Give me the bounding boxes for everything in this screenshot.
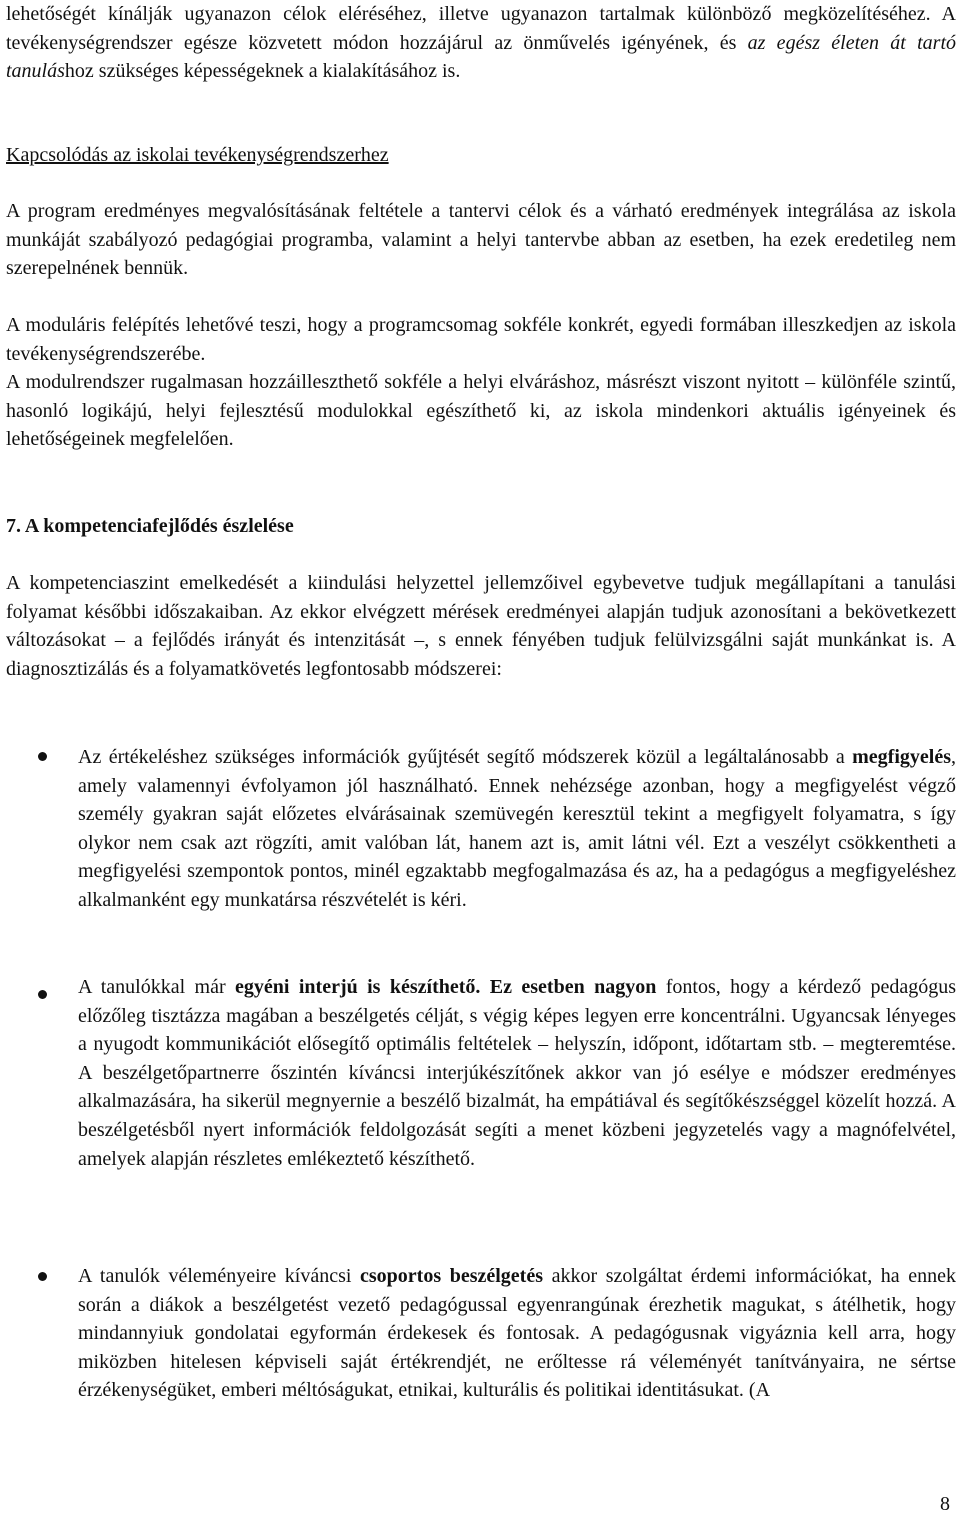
bullet-text: A tanulók véleményeire kíváncsi — [78, 1265, 361, 1287]
paragraph-modulrendszer: A modulrendszer rugalmasan hozzáilleszthető sokféle a helyi elváráshoz, másrészt viszont nyitott – különféle szintű, hasonló logikájú, helyi fejlesztésű modulokkal egészíthető ki, az iskola mindenkori aktuális igényeinek és lehetőségeinek megfelelően. — [6, 371, 956, 451]
bullet-dot — [38, 752, 47, 761]
intro-text-end: hoz szükséges képességeknek a kialakításához is. — [64, 60, 461, 83]
bullet-text: fontos, hogy a kérdező pedagógus előzőleg tisztázza magában a beszélgetés célját, s végig képes legyen erre koncentrálni. Ugyancsak lényeges a nyugodt kommunikációt elősegítő optimális feltételek – helyszín, időpont, időtartam stb. – megteremtése. A beszélgetőpartnerre őszintén kíváncsi interjúkészítőnek akkor van jó esélye e módszer eredményes alkalmazására, ha sikerül megnyernie a beszélő bizalmát, ha empátiával és segítőkészséggel közelít hozzá. A beszélgetésből nyert információk feldolgozását segíti a menet közbeni jegyzetelés vagy a magnófelvétel, amelyek alapján részletes emlékeztető készíthető. — [78, 976, 956, 1170]
paragraph-modularis: A moduláris felépítés lehetővé teszi, hogy a programcsomag sokféle konkrét, egyedi formában illeszkedjen az iskola tevékenységrendszerébe. — [6, 314, 956, 365]
bullet-interju — [78, 973, 956, 1173]
bullet-text: A tanulókkal már — [78, 976, 236, 998]
paragraph-kompetenciaszint: A kompetenciaszint emelkedését a kiindulási helyzettel jellemzőivel egybevetve tudjuk megállapítani a tanulási folyamat későbbi időszakaiban. Az ekkor elvégzett mérések eredményei alapján tudjuk azonosítani a bekövetkezett változásokat – a fejlődés irányát és intenzitását –, s ennek fényében tudjuk felülvizsgálni saját munkánkat is. A diagnosztizálás és a folyamatkövetés legfontosabb módszerei: — [6, 572, 956, 680]
bullet-bold-term: megfigyelés — [852, 746, 951, 768]
intro-italic-text: az egész életen át tartó tanulás — [6, 31, 956, 83]
bullet-dot — [38, 990, 47, 999]
intro-paragraph — [6, 0, 956, 86]
bullet-text: , amely valamennyi évfolyamon jól használható. Ennek nehézsége azonban, hogy a megfigyelést végző személy gyakran saját előzetes elvárásainak szemüvegén keresztül tekint a megfigyelt folyamatra, s így olykor nem csak azt rögzíti, amit valóban lát, hanem azt is, amit látni vél. Ezt a veszélyt csökkentheti a megfigyelési szempontok pontos, minél egzaktabb megfogalmazása és az, ha a pedagógus a megfigyeléshez alkalmanként egy munkatársa részvételét is kéri. — [78, 746, 956, 911]
bullet-text: akkor szolgáltat érdemi információkat, ha ennek során a diákok a beszélgetést vezető pedagógussal egyenrangúnak érezhetik magukat, s átélhetik, hogy mindannyiuk gondolatai egyformán érdekesek és fontosak. A pedagógusnak vigyáznia kell arra, hogy miközben hitelesen képviseli saját értékrendjét, ne erőltesse rá véleményét tanítványaira, ne sértse érzékenységüket, emberi méltóságukat, etnikai, kulturális és politikai identitásukat. (A — [78, 1265, 956, 1402]
paragraph-program: A program eredményes megvalósításának feltétele a tantervi célok és a várható eredmények integrálása az iskola munkáját szabályozó pedagógiai programba, valamint a helyi tantervbe abban az esetben, ha ezek eredetileg nem szerepelnének bennük. — [6, 200, 956, 280]
bullet-csoportos — [78, 1262, 956, 1405]
bullet-bold-term: csoportos beszélgetés — [360, 1265, 543, 1287]
bullet-bold-term: egyéni interjú is készíthető. Ez esetben nagyon — [235, 976, 657, 998]
page-number: 8 — [940, 1493, 950, 1515]
bullet-dot — [38, 1272, 47, 1281]
section-heading-7: 7. A kompetenciafejlődés észlelése — [6, 515, 294, 537]
bullet-text: Az értékeléshez szükséges információk gyűjtését segítő módszerek közül a legáltalánosabb a — [78, 746, 853, 768]
section-heading-kapcsolodas: Kapcsolódás az iskolai tevékenységrendszerhez — [6, 144, 389, 166]
intro-text: lehetőségét kínálják ugyanazon célok eléréséhez, illetve ugyanazon tartalmak különböző megközelítéséhez. A tevékenységrendszer egésze közvetett módon hozzájárul az önművelés igényének, és — [6, 3, 956, 54]
bullet-megfigyeles — [78, 743, 956, 915]
